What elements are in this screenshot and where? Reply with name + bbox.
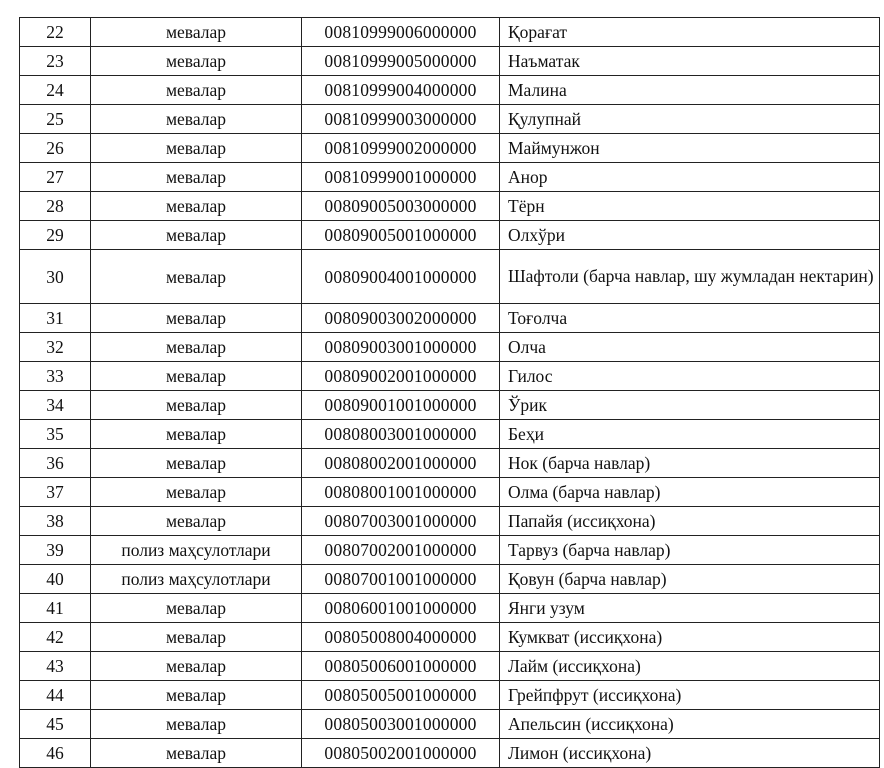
row-code: 00809005003000000 — [302, 192, 500, 221]
row-category: мевалар — [91, 710, 302, 739]
row-name: Олхўри — [500, 221, 880, 250]
row-code: 00805008004000000 — [302, 623, 500, 652]
row-category: мевалар — [91, 333, 302, 362]
row-number: 33 — [20, 362, 91, 391]
row-category: мевалар — [91, 478, 302, 507]
table-row — [20, 362, 880, 391]
row-code: 00805006001000000 — [302, 652, 500, 681]
table-row — [20, 652, 880, 681]
row-number: 36 — [20, 449, 91, 478]
row-number: 32 — [20, 333, 91, 362]
row-number: 41 — [20, 594, 91, 623]
row-number: 25 — [20, 105, 91, 134]
row-name: Қовун (барча навлар) — [500, 565, 880, 594]
row-number: 46 — [20, 739, 91, 768]
row-category: мевалар — [91, 449, 302, 478]
row-code: 00806001001000000 — [302, 594, 500, 623]
row-name: Беҳи — [500, 420, 880, 449]
row-code: 00809002001000000 — [302, 362, 500, 391]
row-category: мевалар — [91, 105, 302, 134]
table-row — [20, 565, 880, 594]
table-row — [20, 507, 880, 536]
product-code-table — [19, 17, 880, 768]
table-row — [20, 304, 880, 333]
row-code: 00810999004000000 — [302, 76, 500, 105]
row-code: 00810999005000000 — [302, 47, 500, 76]
table-row — [20, 391, 880, 420]
row-number: 37 — [20, 478, 91, 507]
row-category: мевалар — [91, 76, 302, 105]
table-row — [20, 449, 880, 478]
table-row — [20, 163, 880, 192]
row-category: полиз маҳсулотлари — [91, 565, 302, 594]
table-row — [20, 710, 880, 739]
row-number: 24 — [20, 76, 91, 105]
table-row — [20, 536, 880, 565]
row-category: мевалар — [91, 420, 302, 449]
row-number: 31 — [20, 304, 91, 333]
row-number: 29 — [20, 221, 91, 250]
table-row — [20, 18, 880, 47]
row-category: мевалар — [91, 652, 302, 681]
row-number: 22 — [20, 18, 91, 47]
row-code: 00807002001000000 — [302, 536, 500, 565]
row-code: 00809003002000000 — [302, 304, 500, 333]
table-row — [20, 105, 880, 134]
table-row — [20, 47, 880, 76]
row-name: Қулупнай — [500, 105, 880, 134]
row-name: Лайм (иссиқхона) — [500, 652, 880, 681]
table-row — [20, 478, 880, 507]
table-row — [20, 250, 880, 304]
row-name: Кумкват (иссиқхона) — [500, 623, 880, 652]
row-code: 00810999003000000 — [302, 105, 500, 134]
row-name: Олма (барча навлар) — [500, 478, 880, 507]
row-code: 00805005001000000 — [302, 681, 500, 710]
table-row — [20, 192, 880, 221]
row-code: 00810999001000000 — [302, 163, 500, 192]
row-category: мевалар — [91, 221, 302, 250]
row-category: мевалар — [91, 594, 302, 623]
row-name: Қорағат — [500, 18, 880, 47]
row-category: мевалар — [91, 304, 302, 333]
table-row — [20, 134, 880, 163]
row-code: 00810999006000000 — [302, 18, 500, 47]
row-category: полиз маҳсулотлари — [91, 536, 302, 565]
row-number: 44 — [20, 681, 91, 710]
row-name: Маймунжон — [500, 134, 880, 163]
row-category: мевалар — [91, 250, 302, 304]
table-row — [20, 333, 880, 362]
row-name: Ўрик — [500, 391, 880, 420]
row-name: Апельсин (иссиқхона) — [500, 710, 880, 739]
row-name: Янги узум — [500, 594, 880, 623]
row-name: Тоғолча — [500, 304, 880, 333]
row-code: 00808002001000000 — [302, 449, 500, 478]
row-category: мевалар — [91, 18, 302, 47]
row-category: мевалар — [91, 507, 302, 536]
row-number: 45 — [20, 710, 91, 739]
row-code: 00808003001000000 — [302, 420, 500, 449]
row-code: 00807001001000000 — [302, 565, 500, 594]
table-body — [20, 18, 880, 768]
row-category: мевалар — [91, 681, 302, 710]
table-row — [20, 594, 880, 623]
row-number: 30 — [20, 250, 91, 304]
row-number: 40 — [20, 565, 91, 594]
row-category: мевалар — [91, 163, 302, 192]
table-row — [20, 221, 880, 250]
row-code: 00809005001000000 — [302, 221, 500, 250]
table-row — [20, 623, 880, 652]
row-category: мевалар — [91, 391, 302, 420]
table-row — [20, 681, 880, 710]
row-number: 26 — [20, 134, 91, 163]
row-code: 00805003001000000 — [302, 710, 500, 739]
row-code: 00810999002000000 — [302, 134, 500, 163]
row-number: 34 — [20, 391, 91, 420]
row-number: 43 — [20, 652, 91, 681]
table-row — [20, 76, 880, 105]
row-name: Лимон (иссиқхона) — [500, 739, 880, 768]
row-name: Нок (барча навлар) — [500, 449, 880, 478]
row-number: 35 — [20, 420, 91, 449]
row-name: Наъматак — [500, 47, 880, 76]
row-name: Папайя (иссиқхона) — [500, 507, 880, 536]
row-name: Тёрн — [500, 192, 880, 221]
row-name: Малина — [500, 76, 880, 105]
row-name: Анор — [500, 163, 880, 192]
table-row — [20, 739, 880, 768]
row-category: мевалар — [91, 134, 302, 163]
row-code: 00805002001000000 — [302, 739, 500, 768]
row-number: 28 — [20, 192, 91, 221]
row-number: 42 — [20, 623, 91, 652]
row-code: 00809003001000000 — [302, 333, 500, 362]
row-name: Гилос — [500, 362, 880, 391]
row-category: мевалар — [91, 739, 302, 768]
row-category: мевалар — [91, 362, 302, 391]
row-name: Тарвуз (барча навлар) — [500, 536, 880, 565]
row-category: мевалар — [91, 192, 302, 221]
row-category: мевалар — [91, 47, 302, 76]
row-code: 00809004001000000 — [302, 250, 500, 304]
row-name: Грейпфрут (иссиқхона) — [500, 681, 880, 710]
table-row — [20, 420, 880, 449]
row-name: Шафтоли (барча навлар, шу жумладан нектарин) — [500, 250, 880, 304]
row-number: 38 — [20, 507, 91, 536]
row-category: мевалар — [91, 623, 302, 652]
row-name: Олча — [500, 333, 880, 362]
row-code: 00807003001000000 — [302, 507, 500, 536]
row-number: 27 — [20, 163, 91, 192]
row-code: 00809001001000000 — [302, 391, 500, 420]
row-number: 39 — [20, 536, 91, 565]
row-number: 23 — [20, 47, 91, 76]
row-code: 00808001001000000 — [302, 478, 500, 507]
